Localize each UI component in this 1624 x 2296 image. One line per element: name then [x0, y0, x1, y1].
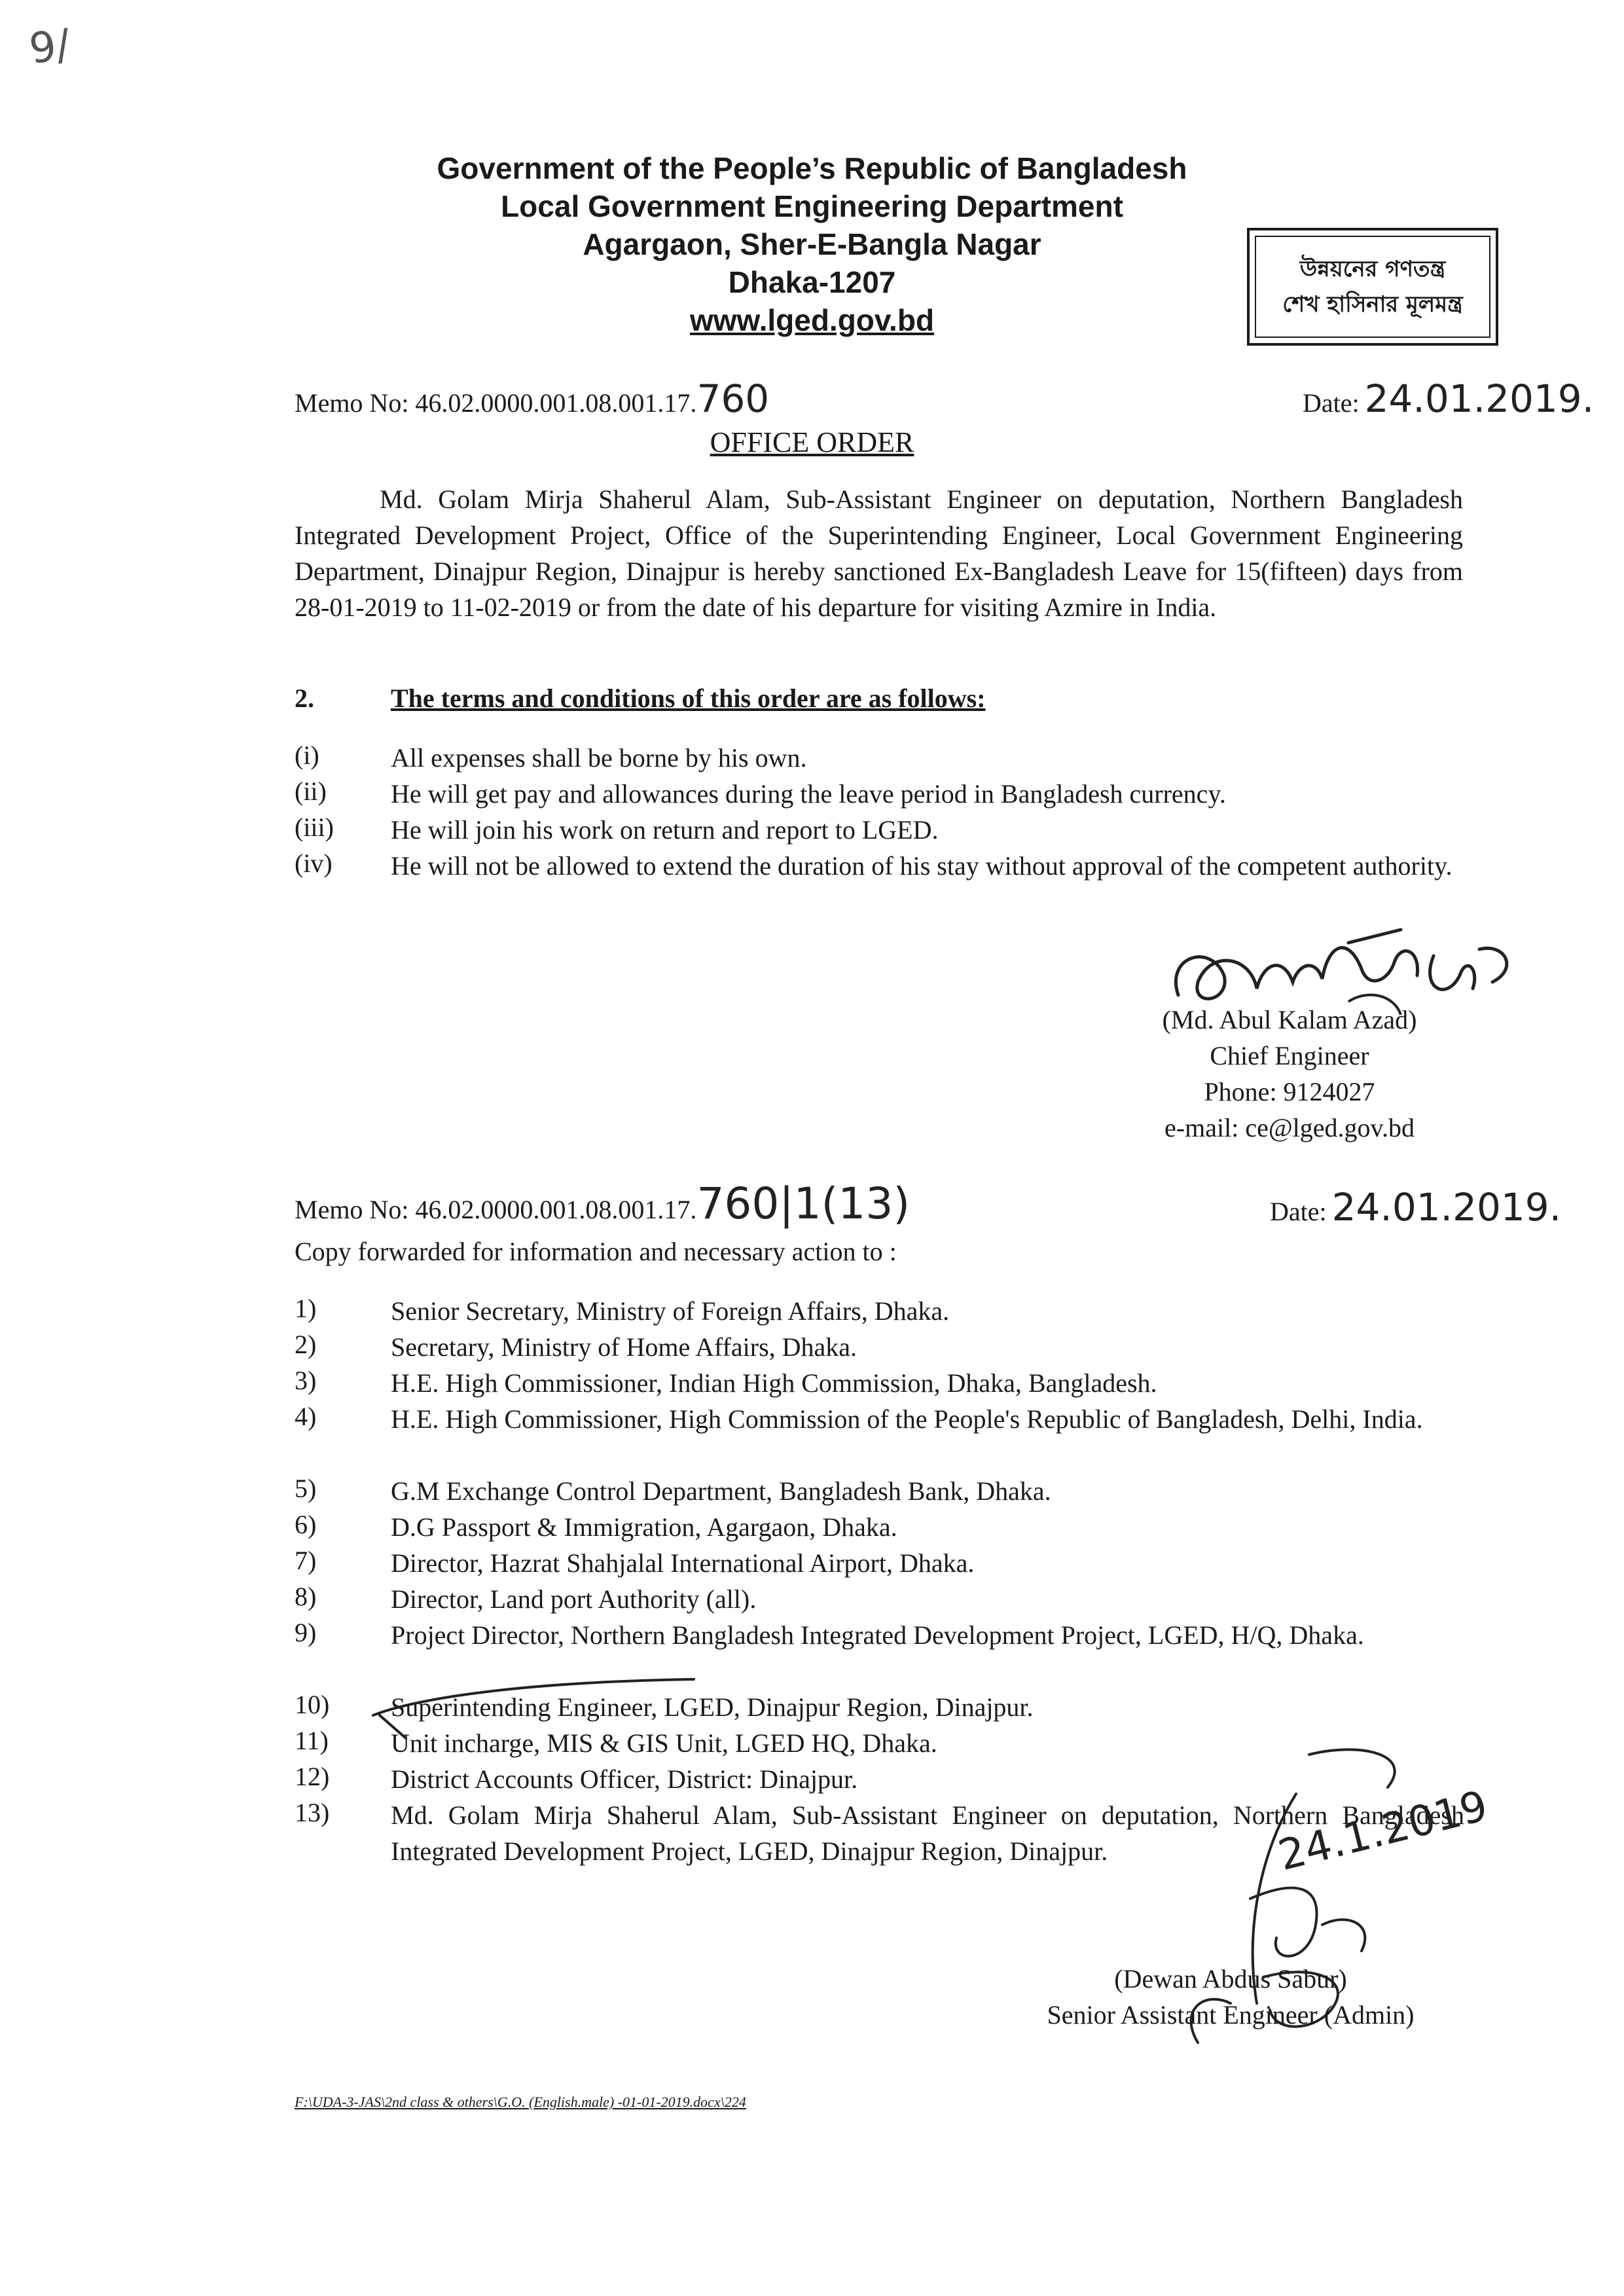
recipient-number: 4)	[295, 1402, 317, 1431]
recipient-text: Unit incharge, MIS & GIS Unit, LGED HQ, Dhaka.	[391, 1728, 937, 1758]
recipient-text: H.E. High Commissioner, Indian High Commission, Dhaka, Bangladesh.	[391, 1368, 1157, 1398]
handwritten-date-1: 24.01.2019.	[1364, 376, 1595, 421]
signatory-2-name: (Dewan Abdus Sabur)	[1114, 1964, 1347, 1994]
memo-handwritten-number-2: 760|1(13)	[696, 1178, 911, 1229]
recipient-text: Superintending Engineer, LGED, Dinajpur Region, Dinajpur.	[391, 1692, 1034, 1722]
header-address: Agargaon, Sher-E-Bangla Nagar	[583, 227, 1041, 261]
slogan-box	[1247, 228, 1498, 346]
date-label-1: Date:	[1303, 388, 1360, 418]
office-order-title: OFFICE ORDER	[710, 426, 914, 458]
recipient-text: Md. Golam Mirja Shaherul Alam, Sub-Assistant Engineer on deputation, Northern Bangladesh Integrated Development Project, LGED, Dinajpur Region, Dinajpur.	[391, 1800, 1464, 1866]
recipient-number: 12)	[295, 1762, 330, 1791]
signatory-1-email[interactable]: e-mail: ce@lged.gov.bd	[1164, 1113, 1415, 1142]
recipient-number: 5)	[295, 1474, 317, 1503]
header-government: Government of the People’s Republic of Bangladesh	[437, 151, 1187, 185]
terms-heading: The terms and conditions of this order are as follows:	[391, 683, 986, 713]
term-text: He will join his work on return and report to LGED.	[391, 815, 939, 845]
header-website-link[interactable]: www.lged.gov.bd	[689, 303, 935, 337]
recipient-number: 11)	[295, 1726, 329, 1755]
term-number: (ii)	[295, 776, 327, 806]
order-body-paragraph: Md. Golam Mirja Shaherul Alam, Sub-Assistant Engineer on deputation, Northern Bangladesh Integrated Development Project, Office of the Superintending Engineer, Local Government Engineering Department, Dinajpur Region, Dinajpur is hereby sanctioned Ex-Bangladesh Leave for 15(fifteen) days from 28-01-2019 to 11-02-2019 or from the date of his departure for visiting Azmire in India.	[295, 484, 1463, 622]
signatory-1	[1113, 1002, 1466, 1146]
signatory-1-phone: Phone: 9124027	[1204, 1077, 1375, 1106]
recipient-number: 7)	[295, 1546, 317, 1575]
corner-handwritten-mark: 9/	[26, 20, 74, 74]
date-label-2: Date:	[1270, 1197, 1327, 1226]
memo-label-2: Memo No: 46.02.0000.001.08.001.17.	[295, 1195, 697, 1224]
footer-file-path: F:\UDA-3-JAS\2nd class & others\G.O. (English.male) -01-01-2019.docx\224	[295, 2094, 746, 2110]
recipient-text: H.E. High Commissioner, High Commission of the People's Republic of Bangladesh, Delhi, India.	[391, 1404, 1423, 1434]
copy-forwarded-intro: Copy forwarded for information and necessary action to :	[295, 1237, 897, 1266]
memo-date-1	[1303, 376, 1594, 421]
recipient-text: Director, Land port Authority (all).	[391, 1584, 757, 1614]
terms-number: 2.	[295, 683, 314, 713]
recipient-text: D.G Passport & Immigration, Agargaon, Dhaka.	[391, 1512, 897, 1542]
slogan-line-1: উন্নয়নের গণতন্ত্র	[1299, 256, 1446, 282]
term-number: (iv)	[295, 848, 333, 878]
recipient-number: 10)	[295, 1690, 330, 1719]
recipient-number: 8)	[295, 1582, 317, 1611]
term-number: (iii)	[295, 812, 334, 842]
memo-number-1	[295, 376, 769, 421]
recipient-text: Secretary, Ministry of Home Affairs, Dhaka.	[391, 1332, 857, 1362]
term-text: All expenses shall be borne by his own.	[391, 743, 807, 773]
signatory-1-name: (Md. Abul Kalam Azad)	[1162, 1005, 1417, 1034]
recipient-number: 1)	[295, 1294, 317, 1323]
recipient-number: 6)	[295, 1510, 317, 1539]
handwritten-date-2: 24.01.2019.	[1331, 1185, 1562, 1230]
recipient-text: G.M Exchange Control Department, Bangladesh Bank, Dhaka.	[391, 1476, 1051, 1506]
handwritten-tick-mark	[367, 1676, 707, 1748]
recipient-number: 13)	[295, 1798, 330, 1827]
recipient-text: Director, Hazrat Shahjalal International Airport, Dhaka.	[391, 1548, 975, 1578]
recipient-number: 3)	[295, 1366, 317, 1395]
recipient-text: Project Director, Northern Bangladesh Integrated Development Project, LGED, H/Q, Dhaka.	[391, 1620, 1364, 1650]
signatory-1-designation: Chief Engineer	[1210, 1041, 1369, 1070]
memo-label-1: Memo No: 46.02.0000.001.08.001.17.	[295, 388, 697, 418]
signatory-2	[995, 1961, 1466, 2033]
memo-date-2	[1270, 1185, 1561, 1230]
recipient-number: 9)	[295, 1618, 317, 1647]
memo-handwritten-number-1: 760	[696, 376, 770, 421]
memo-number-2	[295, 1178, 910, 1229]
header-department: Local Government Engineering Department	[501, 189, 1123, 223]
recipient-text: Senior Secretary, Ministry of Foreign Affairs, Dhaka.	[391, 1296, 950, 1326]
slogan-line-2: শেখ হাসিনার মূলমন্ত্র	[1282, 291, 1463, 318]
recipient-number: 2)	[295, 1330, 317, 1359]
recipient-text: District Accounts Officer, District: Dinajpur.	[391, 1764, 858, 1794]
term-number: (i)	[295, 740, 319, 770]
signatory-2-handwritten-date: 24.1.2019	[1273, 1781, 1492, 1881]
term-text: He will get pay and allowances during the leave period in Bangladesh currency.	[391, 779, 1226, 809]
header-city: Dhaka-1207	[728, 265, 896, 299]
term-text: He will not be allowed to extend the duration of his stay without approval of the competent authority.	[391, 851, 1453, 881]
signatory-2-designation: Senior Assistant Engineer (Admin)	[1047, 2000, 1415, 2030]
